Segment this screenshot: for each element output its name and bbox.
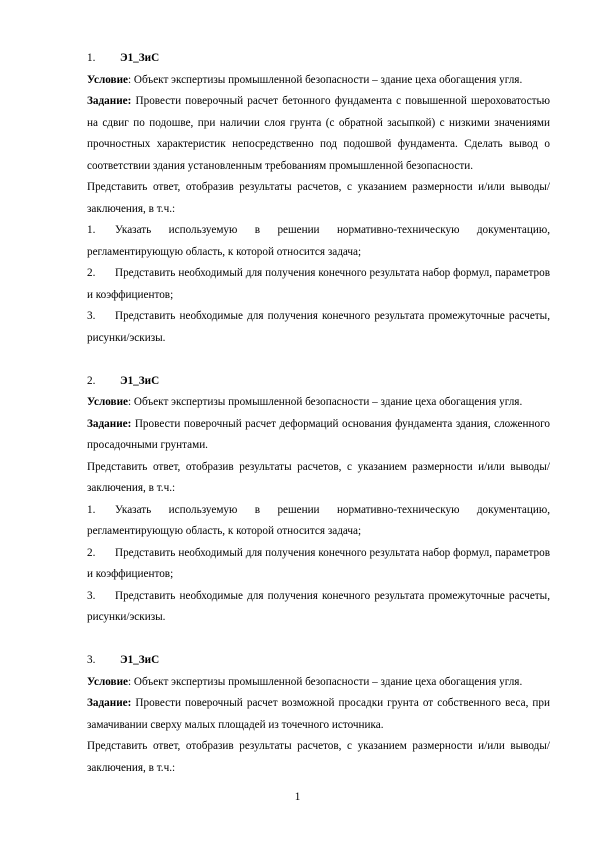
list-item xyxy=(87,543,550,586)
condition-paragraph xyxy=(87,672,550,694)
task-section-1 xyxy=(87,48,550,349)
list-item xyxy=(87,500,550,543)
section-code: Э1_ЗиС xyxy=(120,374,160,387)
task-paragraph xyxy=(87,414,550,457)
list-item-text: Указать используемую в решении нормативно-техническую документацию, регламентирующую область, к которой относится задача; xyxy=(87,224,550,258)
section-number: 3. xyxy=(87,654,96,666)
list-item-text: Представить необходимый для получения конечного результата набор формул, параметров и коэффициентов; xyxy=(87,267,550,301)
list-item-text: Представить необходимый для получения конечного результата набор формул, параметров и коэффициентов; xyxy=(87,546,550,580)
condition-text: : Объект экспертизы промышленной безопасности – здание цеха обогащения угля. xyxy=(128,396,523,408)
list-item-number: 3. xyxy=(87,310,96,322)
list-item-number: 3. xyxy=(87,589,96,602)
list-item-number: 2. xyxy=(87,546,96,559)
task-text: Провести поверочный расчет возможной просадки грунта от собственного веса, при замачивании сверху малых площадей из точечного источника. xyxy=(87,697,550,731)
task-text: Провести поверочный расчет деформаций основания фундамента здания, сложенного просадочными грунтами. xyxy=(87,417,550,451)
list-item-text: Указать используемую в решении нормативно-техническую документацию, регламентирующую область, к которой относится задача; xyxy=(87,503,550,537)
task-label: Задание: xyxy=(87,697,132,709)
list-item xyxy=(87,220,550,263)
task-text: Провести поверочный расчет бетонного фундамента с повышенной шероховатостью на сдвиг по подошве, при наличии слоя грунта (с обратной засыпкой) с низкими значениями прочностных характеристик непосредственно под подошвой фундамента. Сделать вывод о соответствии здания установленным требованиям промышленной безопасности. xyxy=(87,95,550,172)
condition-paragraph xyxy=(87,392,550,414)
section-number: 1. xyxy=(87,52,96,64)
condition-label: Условие xyxy=(87,396,129,408)
answer-instructions: Представить ответ, отобразив результаты расчетов, с указанием размерности и/или выводы/заключения, в т.ч.: xyxy=(87,740,550,774)
task-section-2 xyxy=(87,371,550,629)
section-heading xyxy=(87,371,550,393)
list-item xyxy=(87,263,550,306)
task-paragraph xyxy=(87,693,550,736)
list-item xyxy=(87,586,550,629)
task-label: Задание: xyxy=(87,95,132,107)
page-number: 1 xyxy=(294,791,301,803)
list-item-text: Представить необходимые для получения конечного результата промежуточные расчеты, рисунки/эскизы. xyxy=(87,310,550,344)
section-heading xyxy=(87,650,550,672)
list-item-text: Представить необходимые для получения конечного результата промежуточные расчеты, рисунки/эскизы. xyxy=(87,589,550,623)
section-heading xyxy=(87,48,550,70)
list-item-number: 2. xyxy=(87,267,96,279)
task-paragraph xyxy=(87,91,550,177)
task-section-3 xyxy=(87,650,550,779)
section-code: Э1_ЗиС xyxy=(120,654,160,666)
answer-instructions: Представить ответ, отобразив результаты расчетов, с указанием размерности и/или выводы/заключения, в т.ч.: xyxy=(87,460,550,494)
section-code: Э1_ЗиС xyxy=(120,52,160,64)
condition-text: : Объект экспертизы промышленной безопасности – здание цеха обогащения угля. xyxy=(128,73,523,86)
list-item-number: 1. xyxy=(87,503,96,516)
list-item-number: 1. xyxy=(87,224,96,236)
condition-label: Условие xyxy=(87,675,129,688)
list-item xyxy=(87,306,550,349)
task-label: Задание: xyxy=(87,417,132,430)
document-page xyxy=(87,48,550,779)
condition-text: : Объект экспертизы промышленной безопасности – здание цеха обогащения угля. xyxy=(128,675,523,688)
condition-paragraph xyxy=(87,70,550,92)
section-number: 2. xyxy=(87,374,96,387)
condition-label: Условие xyxy=(87,73,129,86)
answer-instructions: Представить ответ, отобразив результаты расчетов, с указанием размерности и/или выводы/заключения, в т.ч.: xyxy=(87,181,550,215)
